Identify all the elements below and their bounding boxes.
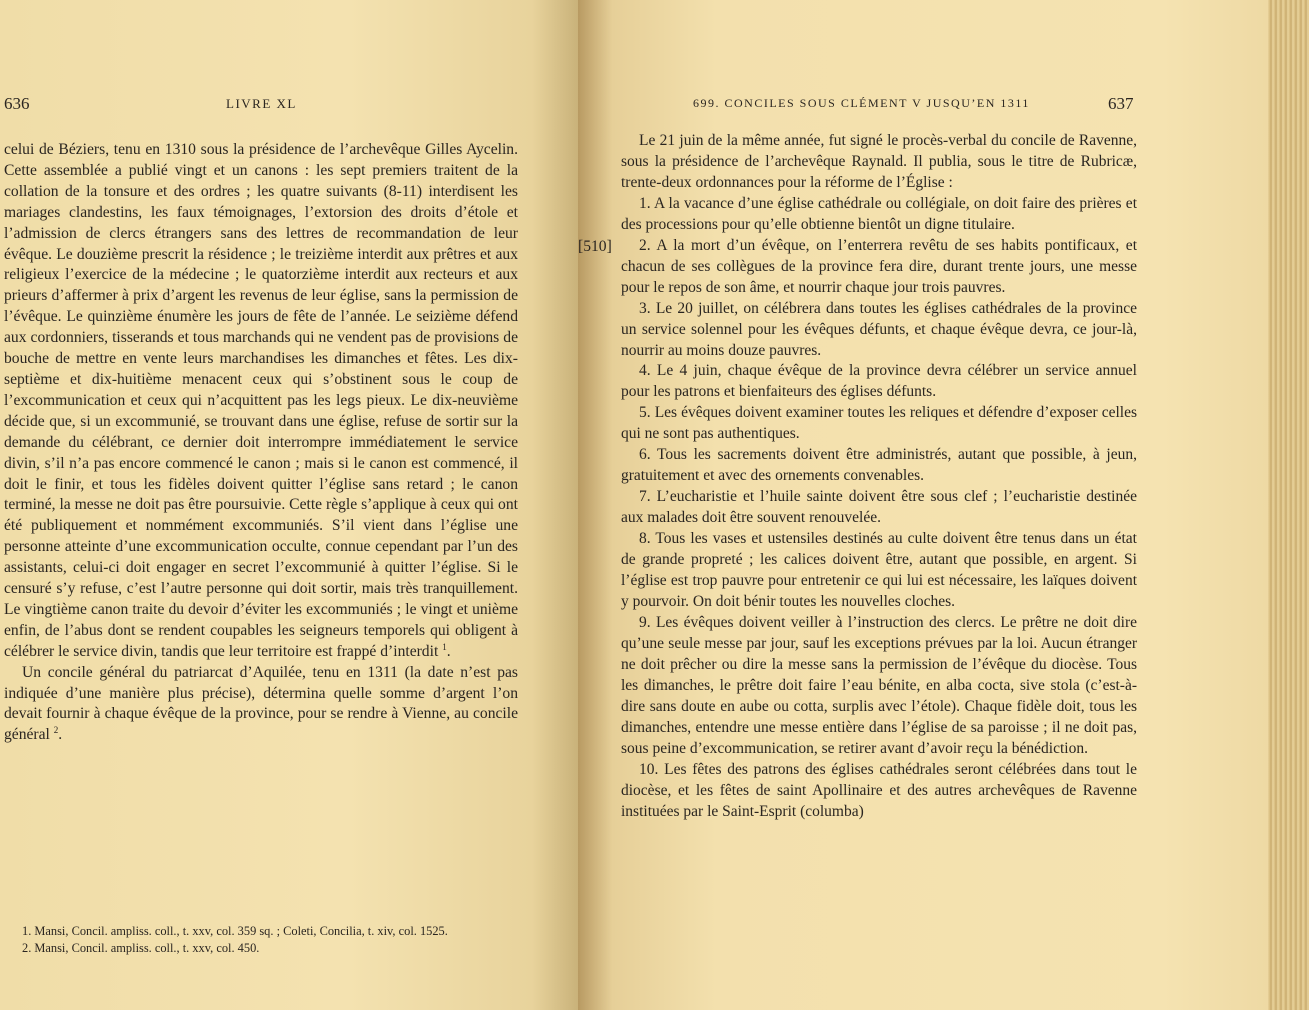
left-page-number: 636	[4, 94, 30, 113]
ordinance-1: 1. A la vacance d’une église cathédrale ou collégiale, on doit faire des prières et des processions pour qu’elle obtienne bientôt un digne titulaire.	[621, 194, 1137, 233]
left-page	[0, 0, 578, 1010]
page-edges	[1268, 0, 1309, 1010]
left-paragraph-2: Un concile général du patriarcat d’Aquilée, tenu en 1311 (la date n’est pas indiquée d’une manière plus précise), détermina quelle somme d’argent l’on devait fournir à chaque évêque de la province, pour se rendre à Vienne, au concile général $^2$.	[4, 663, 518, 744]
footnote-marker: 1	[442, 641, 447, 652]
right-running-head: 699. CONCILES SOUS CLÉMENT V JUSQU’EN 1311	[693, 96, 1030, 110]
footnote-marker: 2	[53, 725, 59, 736]
right-page	[578, 0, 1268, 1010]
ordinance-2: 2. A la mort d’un évêque, on l’enterrera revêtu de ses habits pontificaux, et chacun de ses collègues de la province fera dire, durant trente jours, une messe pour le repos de son âme, et nourrir chaque jour trois pauvres.	[621, 236, 1137, 296]
left-footnotes	[4, 923, 518, 957]
ordinance-9: 9. Les évêques doivent veiller à l’instruction des clercs. Le prêtre ne doit dire qu’une seule messe par jour, sauf les exceptions prévues par la loi. Aucun étranger ne doit prêcher ou dire la messe sans la permission de l’évêque du diocèse. Tous les dimanches, le prêtre doit faire l’eau bénite, en alba cocta, sive stola (c’est-à-dire sans doute en aube ou cotta, surplis avec l’étole). Chaque fidèle doit, tous les dimanches, entendre une messe entière dans l’église de sa paroisse ; il ne doit pas, sous peine d’excommunication, se retirer avant d’avoir reçu la bénédiction.	[621, 613, 1137, 757]
ordinance-8: 8. Tous les vases et ustensiles destinés au culte doivent être tenus dans un état de grande propreté ; les calices doivent être, autant que possible, en argent. Si l’église est trop pauvre pour entretenir ce qui lui est nécessaire, les laïques doivent y pourvoir. On doit bénir toutes les nouvelles cloches.	[621, 530, 1137, 610]
right-page-number: 637	[1108, 94, 1134, 113]
footnote-1: 1. Mansi, Concil. ampliss. coll., t. xxv, col. 359 sq. ; Coleti, Concilia, t. xiv, col. 1525.	[22, 924, 448, 938]
margin-number: [510]	[578, 238, 612, 255]
right-body-text	[621, 131, 1137, 822]
left-paragraph-1: celui de Béziers, tenu en 1310 sous la présidence de l’archevêque Gilles Aycelin. Cette assemblée a publié vingt et un canons : les sept premiers traitent de la collation de la tonsure et des ordres ; les quatre suivants (8-11) interdisent les mariages clandestins, les faux témoignages, l’extorsion des droits d’étole et l’admission de clercs étrangers sans des lettres de recommandation de leur évêque. Le douzième prescrit la résidence ; le treizième interdit aux prêtres et aux religieux l’exercice de la médecine ; le quatorzième interdit aux recteurs et aux prieurs d’affermer à prix d’argent les revenus de leur église, sans la permission de l’évêque. Le quinzième énumère les jours de fête de l’année. Le seizième défend aux cordonniers, tisserands et tous marchands qui ne vendent pas de provisions de bouche de mettre en vente leurs marchandises les dimanches et fêtes. Les dix-septième et dix-huitième menacent ceux qui s’obstinent sous le coup de l’excommunication et ceux qui n’acquittent pas les legs pieux. Le dix-neuvième décide que, si un excommunié, se trouvant dans une église, refuse de sortir sur la demande du célébrant, ce dernier doit interrompre immédiatement le service divin, s’il n’a pas encore commencé le canon ; mais si le canon est commencé, il doit le finir, et tous les fidèles doivent quitter l’église sans retard ; le canon terminé, la messe ne doit pas être poursuivie. Cette règle s’applique à ceux qui ont été publiquement et nommément excommuniés. S’il vient dans l’église une personne atteinte d’une excommunication occulte, connue cependant par l’un des assistants, celui-ci doit engager en secret l’excommunié à quitter l’église. Si le censuré s’y refuse, c’est l’autre personne qui doit sortir, mais très tranquillement. Le vingtième canon traite du devoir d’éviter les excommuniés ; le vingt et unième enfin, de l’abus dont se rendent coupables les seigneurs temporels qui obligent à célébrer le service divin, tandis que leur territoire est frappé d’interdit $^1$.	[4, 141, 518, 660]
left-running-head: LIVRE XL	[226, 96, 297, 111]
ordinance-6: 6. Tous les sacrements doivent être administrés, autant que possible, à jeun, gratuitement et avec des ornements convenables.	[621, 446, 1137, 485]
right-paragraph-intro: Le 21 juin de la même année, fut signé le procès-verbal du concile de Ravenne, sous la présidence de l’archevêque Raynald. Il publia, sous le titre de Rubricæ, trente-deux ordonnances pour la réforme de l’Église :	[621, 132, 1137, 191]
ordinance-5: 5. Les évêques doivent examiner toutes les reliques et défendre d’exposer celles qui ne sont pas authentiques.	[621, 404, 1137, 443]
ordinance-3: 3. Le 20 juillet, on célébrera dans toutes les églises cathédrales de la province un service solennel pour les évêques défunts, et chaque évêque devra, ce jour-là, nourrir au moins douze pauvres.	[621, 299, 1137, 359]
left-body-text	[4, 140, 518, 746]
ordinance-4: 4. Le 4 juin, chaque évêque de la province devra célébrer un service annuel pour les patrons et bienfaiteurs des églises défunts.	[621, 362, 1137, 401]
ordinance-10: 10. Les fêtes des patrons des églises cathédrales seront célébrées dans tout le diocèse, et les fêtes de saint Apollinaire et des autres archevêques de Ravenne instituées par le Saint-Esprit (columba)	[621, 760, 1137, 820]
footnote-2: 2. Mansi, Concil. ampliss. coll., t. xxv, col. 450.	[22, 941, 260, 955]
ordinance-7: 7. L’eucharistie et l’huile sainte doivent être sous clef ; l’eucharistie destinée aux malades doit être souvent renouvelée.	[621, 488, 1137, 527]
